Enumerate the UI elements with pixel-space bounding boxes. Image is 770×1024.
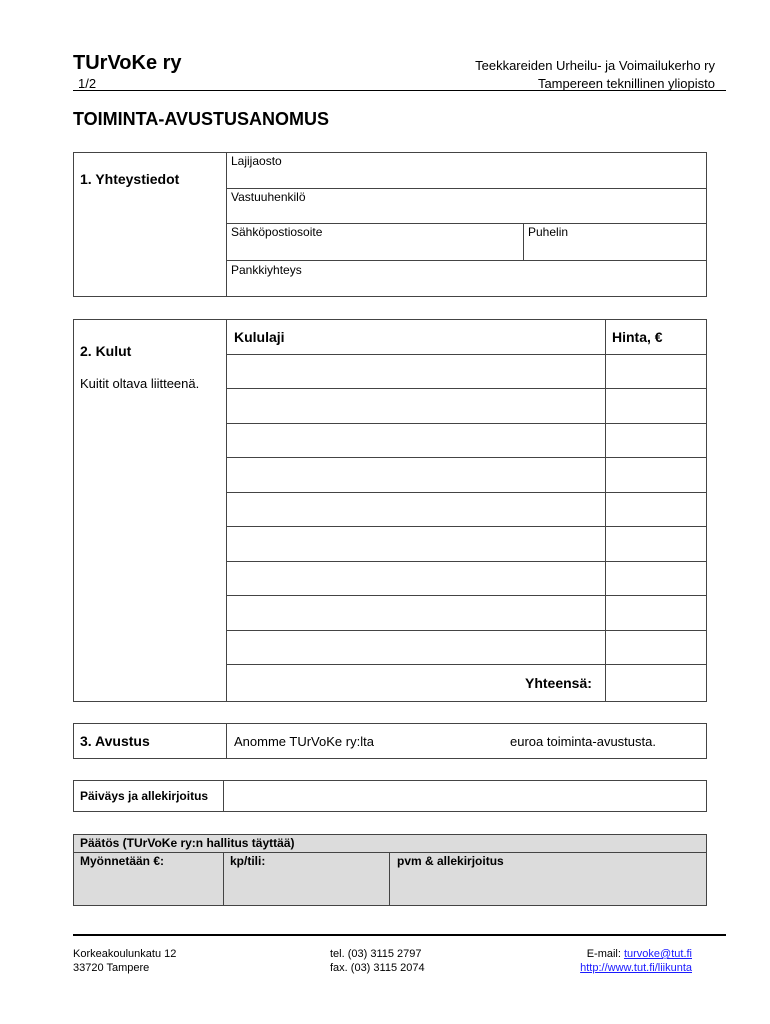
granted-amount-field[interactable]: Myönnetään €: [80,854,165,868]
university-name: Tampereen teknillinen yliopisto [537,76,715,91]
expense-row-line [226,664,707,665]
expense-row-line [226,630,707,631]
grant-text-after: euroa toiminta-avustusta. [510,734,656,749]
expense-row-line [226,423,707,424]
email-link[interactable]: turvoke@tut.fi [623,948,692,960]
row-divider [226,188,707,189]
expense-row-line [226,595,707,596]
field-phone[interactable]: Puhelin [528,225,569,239]
footer-contact [580,947,692,975]
column-header-price: Hinta, € [612,329,663,345]
field-lajijaosto[interactable]: Lajijaosto [231,154,282,168]
total-label: Yhteensä: [525,675,592,691]
field-bank[interactable]: Pankkiyhteys [231,263,302,277]
address-line-2: 33720 Tampere [73,962,150,974]
expense-row-line [226,526,707,527]
kp-tili-field[interactable]: kp/tili: [230,854,266,868]
signature-label: Päiväys ja allekirjoitus [80,789,209,803]
column-header-type: Kululaji [234,329,285,345]
cell-divider [223,852,224,906]
email-label: E-mail: [586,948,624,960]
expense-row-line [226,561,707,562]
page-number: 1/2 [78,76,97,91]
section-divider [223,780,224,812]
website-link[interactable]: http://www.tut.fi/liikunta [580,962,692,974]
price-column-divider [605,319,606,702]
row-divider [226,260,707,261]
header-divider [73,90,726,91]
org-name: TUrVoKe ry [73,52,182,74]
field-vastuuhenkilo[interactable]: Vastuuhenkilö [231,190,306,204]
grant-text-before: Anomme TUrVoKe ry:lta [234,734,374,749]
section-divider [226,723,227,759]
section-heading: 1. Yhteystiedot [80,171,180,187]
document-title: TOIMINTA-AVUSTUSANOMUS [73,109,329,129]
expense-row-line [226,457,707,458]
section-heading: 3. Avustus [80,733,150,749]
field-email[interactable]: Sähköpostiosoite [231,225,323,239]
footer-phone [330,947,425,975]
section-divider [226,152,227,297]
cell-divider [389,852,390,906]
cell-divider [523,223,524,260]
expense-row-line [226,354,707,355]
telephone: tel. (03) 3115 2797 [330,948,422,960]
decision-divider [73,852,707,853]
receipts-note: Kuitit oltava liitteenä. [80,376,200,391]
expense-row-line [226,388,707,389]
footer-address [73,947,176,975]
decision-heading: Päätös (TUrVoKe ry:n hallitus täyttää) [80,836,295,850]
footer-divider [73,934,726,936]
fax: fax. (03) 3115 2074 [330,962,425,974]
section-divider [226,319,227,702]
expense-row-line [226,492,707,493]
date-signature-field[interactable]: pvm & allekirjoitus [397,854,504,868]
section-heading: 2. Kulut [80,343,132,359]
association-name: Teekkareiden Urheilu- ja Voimailukerho ry [475,58,715,73]
address-line-1: Korkeakoulunkatu 12 [73,948,177,960]
row-divider [226,223,707,224]
